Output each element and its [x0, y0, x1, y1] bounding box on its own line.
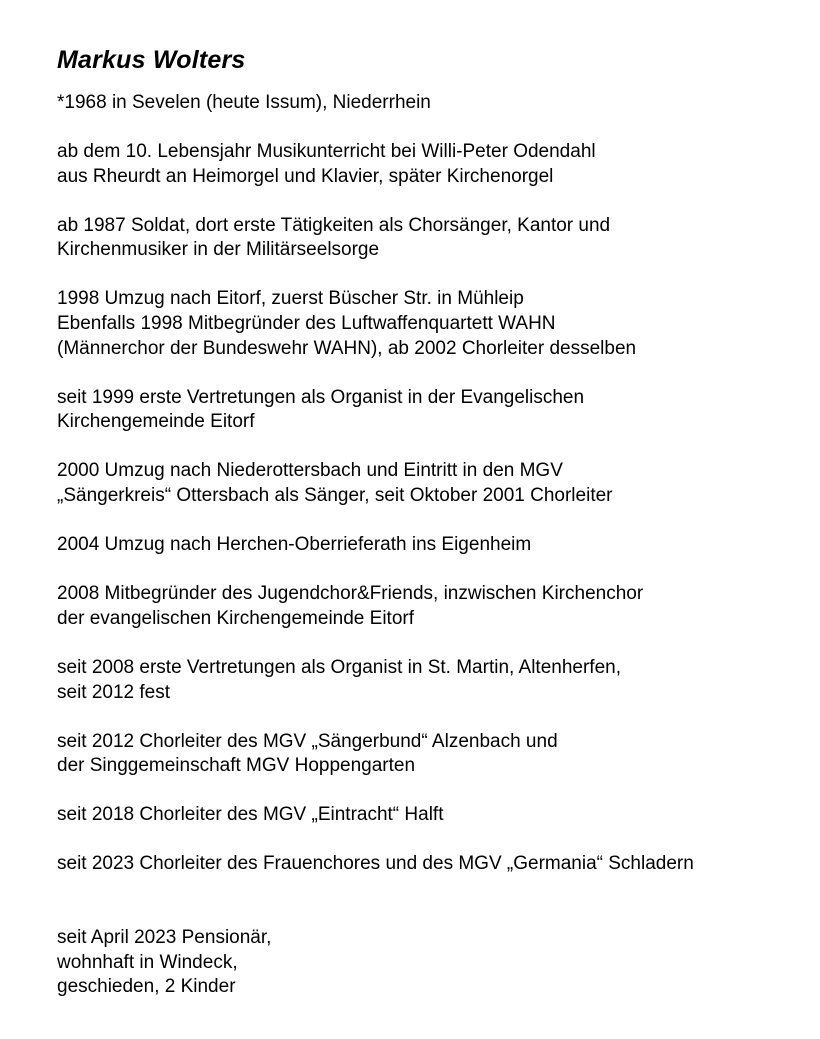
text-line: Kirchengemeinde Eitorf — [57, 411, 255, 433]
paragraph-music-lessons — [57, 140, 797, 189]
text-line: wohnhaft in Windeck, — [57, 951, 238, 973]
text-line: der Singgemeinschaft MGV Hoppengarten — [57, 755, 416, 777]
text-line: der evangelischen Kirchengemeinde Eitorf — [57, 607, 414, 629]
text-line: Ebenfalls 1998 Mitbegründer des Luftwaffenquartett WAHN — [57, 313, 556, 335]
paragraph-birth — [57, 91, 797, 116]
text-line: seit 2012 fest — [57, 681, 171, 703]
text-line: seit 2008 erste Vertretungen als Organist in St. Martin, Altenherfen, — [57, 656, 621, 678]
text-line: seit 2012 Chorleiter des MGV „Sängerbund“ Alzenbach und — [57, 730, 558, 752]
paragraph-germania — [57, 852, 797, 877]
text-line: 2004 Umzug nach Herchen-Oberrieferath ins Eigenheim — [57, 534, 532, 556]
text-line: aus Rheurdt an Heimorgel und Klavier, später Kirchenorgel — [57, 165, 554, 187]
paragraph-soldier — [57, 214, 797, 263]
text-line: geschieden, 2 Kinder — [57, 976, 236, 998]
paragraph-eintracht — [57, 803, 797, 828]
paragraph-herchen — [57, 533, 797, 558]
text-line: seit 2023 Chorleiter des Frauenchores und des MGV „Germania“ Schladern — [57, 853, 694, 875]
paragraph-personal — [57, 926, 797, 1000]
text-line: Kirchenmusiker in der Militärseelsorge — [57, 239, 380, 261]
text-line: 2008 Mitbegründer des Jugendchor&Friends, inzwischen Kirchenchor — [57, 583, 644, 605]
paragraph-st-martin — [57, 656, 797, 705]
text-line: seit 1999 erste Vertretungen als Organist in der Evangelischen — [57, 386, 585, 408]
text-line: *1968 in Sevelen (heute Issum), Niederrhein — [57, 92, 431, 113]
text-line: seit 2018 Chorleiter des MGV „Eintracht“ Halft — [57, 804, 444, 826]
paragraph-organist-1999 — [57, 386, 797, 435]
paragraph-niederottersbach — [57, 459, 797, 508]
page-title: Markus Wolters — [57, 46, 246, 74]
text-line: ab dem 10. Lebensjahr Musikunterricht bei Willi-Peter Odendahl — [57, 141, 596, 163]
text-line: (Männerchor der Bundeswehr WAHN), ab 2002 Chorleiter desselben — [57, 337, 637, 359]
text-line: seit April 2023 Pensionär, — [57, 926, 272, 948]
paragraph-jugendchor — [57, 582, 797, 631]
text-line: „Sängerkreis“ Ottersbach als Sänger, seit Oktober 2001 Chorleiter — [57, 485, 613, 507]
text-line: 2000 Umzug nach Niederottersbach und Eintritt in den MGV — [57, 460, 563, 482]
text-line: ab 1987 Soldat, dort erste Tätigkeiten als Chorsänger, Kantor und — [57, 214, 611, 236]
text-line: 1998 Umzug nach Eitorf, zuerst Büscher Str. in Mühleip — [57, 288, 524, 310]
document-page — [57, 44, 797, 1024]
paragraph-eitorf — [57, 287, 797, 361]
paragraph-saengerbund — [57, 730, 797, 779]
